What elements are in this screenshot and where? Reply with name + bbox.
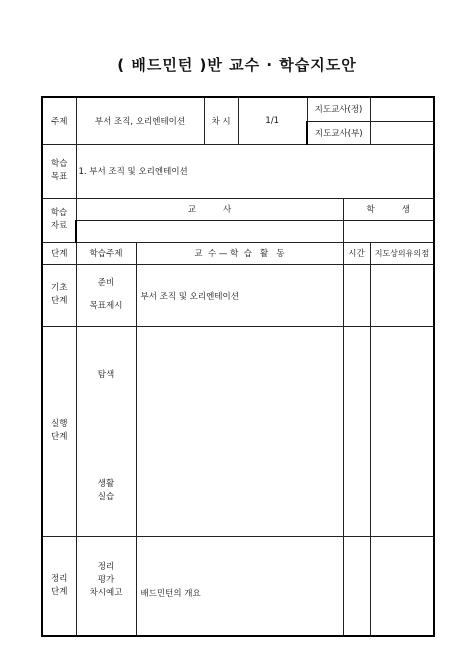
stage-basic-activity: 부서 조직 및 오리엔테이션 [136, 264, 343, 326]
stage-wrap-notes [370, 536, 434, 636]
stage-basic-notes [370, 264, 434, 326]
material-student-header: 학 생 [343, 198, 434, 220]
stage-wrap-label: 정리 단계 [42, 536, 76, 636]
activity-header-row [42, 242, 434, 264]
material-student-value [343, 220, 434, 242]
header-notes: 지도상의유의점 [370, 242, 434, 264]
stage-exec-label: 실행 단계 [42, 326, 76, 536]
stage-exec-subjects: 탐색 생활 실습 [76, 326, 136, 536]
material-teacher-value [76, 220, 343, 242]
teacher-main-value [370, 97, 434, 121]
goal-value: 1. 부서 조직 및 오리엔테이션 [76, 144, 434, 198]
teacher-sub-value [370, 121, 434, 144]
stage-wrap-subjects: 정리 평가 차시예고 [76, 536, 136, 636]
lesson-plan-table [41, 96, 435, 637]
stage-exec-notes [370, 326, 434, 536]
stage-basic-subjects: 준비 목표제시 [76, 264, 136, 326]
stage-exec-time [343, 326, 370, 536]
stage-wrap-activity: 배드민턴의 개요 [136, 536, 343, 636]
session-label: 차 시 [204, 97, 238, 144]
material-label: 학습 자료 [42, 198, 76, 242]
goal-label: 학습 목표 [42, 144, 76, 198]
stage-exec-row [42, 326, 434, 536]
stage-basic-time [343, 264, 370, 326]
stage-exec-activity [136, 326, 343, 536]
material-row-body [42, 220, 434, 242]
session-value: 1/1 [238, 97, 307, 144]
page-title: ( 배드민턴 )반 교수 · 학습지도안 [117, 56, 357, 74]
material-row [42, 198, 434, 220]
header-time: 시간 [343, 242, 370, 264]
stage-basic-row [42, 264, 434, 326]
header-subject: 학습주제 [76, 242, 136, 264]
topic-row [42, 97, 434, 121]
header-stage: 단계 [42, 242, 76, 264]
teacher-sub-label: 지도교사(부) [307, 121, 370, 144]
header-activity: 교 수 — 학 습 활 동 [136, 242, 343, 264]
stage-wrap-row [42, 536, 434, 636]
material-teacher-header: 교 사 [76, 198, 343, 220]
stage-basic-label: 기초 단계 [42, 264, 76, 326]
goal-row [42, 144, 434, 198]
stage-wrap-time [343, 536, 370, 636]
topic-label: 주제 [42, 97, 76, 144]
topic-value: 부서 조직, 오리엔테이션 [76, 97, 204, 144]
teacher-main-label: 지도교사(정) [307, 97, 370, 121]
